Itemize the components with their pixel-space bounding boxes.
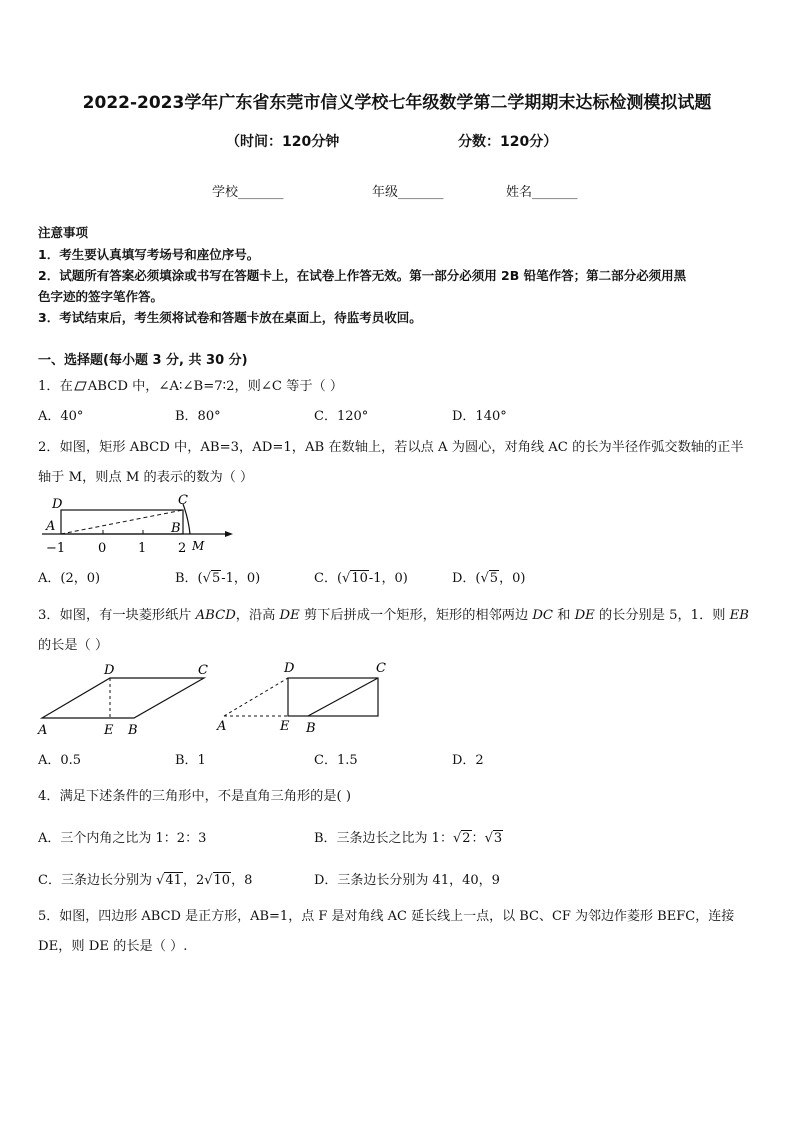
q1-option-d: D．140° <box>452 409 507 424</box>
exam-title: 2022-2023学年广东省东莞市信义学校七年级数学第二学期期末达标检测模拟试题 <box>82 93 712 113</box>
label-M: M <box>192 539 205 553</box>
question-5-line-1: 5．如图，四边形 ABCD 是正方形，AB=1，点 F 是对角线 AC 延长线上一点，以 BC、CF 为邻边作菱形 BEFC，连接 <box>38 909 735 924</box>
note-item-1: 1．考生要认真填写考场号和座位序号。 <box>38 247 260 262</box>
parallelogram-icon <box>74 381 87 390</box>
sqrt-icon: √ <box>156 873 165 888</box>
note-item-2-cont: 色字迹的签字笔作答。 <box>38 289 164 304</box>
tick-label-0: 0 <box>98 541 107 556</box>
q3-option-c: C．1.5 <box>314 753 358 768</box>
tick-label-1: 1 <box>138 541 147 556</box>
label-C: C <box>198 663 208 678</box>
q4-option-b: B．三条边长之比为 1：√2：√3 <box>314 831 503 846</box>
label-B: B <box>128 723 138 738</box>
sqrt-icon: √ <box>452 831 462 846</box>
question-3-line-1: 3．如图，有一块菱形纸片 ABCD，沿高 DE 剪下后拼成一个矩形，矩形的相邻两边 DC 和 DE 的长分别是 5，1．则 EB <box>38 608 749 623</box>
question-1-stem: 1．在 ABCD 中，∠A∶∠B=7∶2，则∠C 等于（ ） <box>38 379 344 394</box>
q3-option-d: D．2 <box>452 753 484 768</box>
exam-time: （时间：120分钟 <box>226 134 340 150</box>
q4-option-a: A．三个内角之比为 1：2：3 <box>38 831 207 846</box>
note-item-3: 3．考试结束后，考生须将试卷和答题卡放在桌面上，待监考员收回。 <box>38 310 422 325</box>
label-D: D <box>284 661 295 676</box>
label-E: E <box>280 719 290 734</box>
name-field: 姓名_______ <box>506 185 578 200</box>
q1-option-a: A．40° <box>38 409 84 424</box>
label-A: A <box>217 719 227 734</box>
sqrt-icon: √ <box>202 571 211 586</box>
q3-figure-rectangle <box>214 656 394 738</box>
q3-figure-rhombus <box>34 660 208 740</box>
tick-label-neg1: −1 <box>46 541 66 556</box>
question-2-line-1: 2．如图，矩形 ABCD 中，AB=3，AD=1，AB 在数轴上，若以点 A 为圆心，对角线 AC 的长为半径作弧交数轴的正半 <box>38 440 744 455</box>
sqrt-icon: √ <box>484 831 493 846</box>
question-4-stem: 4．满足下述条件的三角形中，不是直角三角形的是( ) <box>38 789 351 804</box>
label-C: C <box>376 661 386 676</box>
q1-option-c: C．120° <box>314 409 369 424</box>
sqrt-icon: √ <box>480 571 489 586</box>
question-3-line-2: 的长是（ ） <box>38 638 109 653</box>
q4-option-d: D．三条边长分别为 41，40，9 <box>314 873 500 888</box>
section-heading: 一、选择题(每小题 3 分, 共 30 分) <box>38 353 248 368</box>
label-D: D <box>52 497 63 512</box>
label-B: B <box>171 521 181 536</box>
school-field: 学校_______ <box>212 185 284 200</box>
q2-option-d: D．(√5，0) <box>452 571 526 586</box>
question-2-line-2: 轴于 M，则点 M 的表示的数为（ ） <box>38 470 254 485</box>
sqrt-icon: √ <box>342 571 351 586</box>
q2-option-b: B．(√5-1，0) <box>175 571 261 586</box>
label-C: C <box>178 493 188 508</box>
q2-option-a: A．(2，0) <box>38 571 101 586</box>
question-5-line-2: DE，则 DE 的长是（ ）. <box>38 939 188 954</box>
label-E: E <box>104 723 114 738</box>
tick-label-2: 2 <box>178 541 187 556</box>
q1-option-b: B．80° <box>175 409 221 424</box>
q2-option-c: C．(√10-1，0) <box>314 571 408 586</box>
label-B: B <box>306 721 316 736</box>
q2-figure <box>36 490 241 558</box>
q4-option-c: C．三条边长分别为 √41，2√10，8 <box>38 873 253 888</box>
sqrt-icon: √ <box>204 873 213 888</box>
note-item-2: 2．试题所有答案必须填涂或书写在答题卡上，在试卷上作答无效。第一部分必须用 2B 铅笔作答；第二部分必须用黑 <box>38 268 687 283</box>
label-A: A <box>46 519 56 534</box>
notes-heading: 注意事项 <box>38 225 89 240</box>
grade-field: 年级_______ <box>372 185 444 200</box>
q3-option-b: B．1 <box>175 753 206 768</box>
label-A: A <box>38 723 48 738</box>
exam-score: 分数：120分） <box>458 134 558 150</box>
q3-option-a: A．0.5 <box>38 753 82 768</box>
label-D: D <box>104 663 115 678</box>
